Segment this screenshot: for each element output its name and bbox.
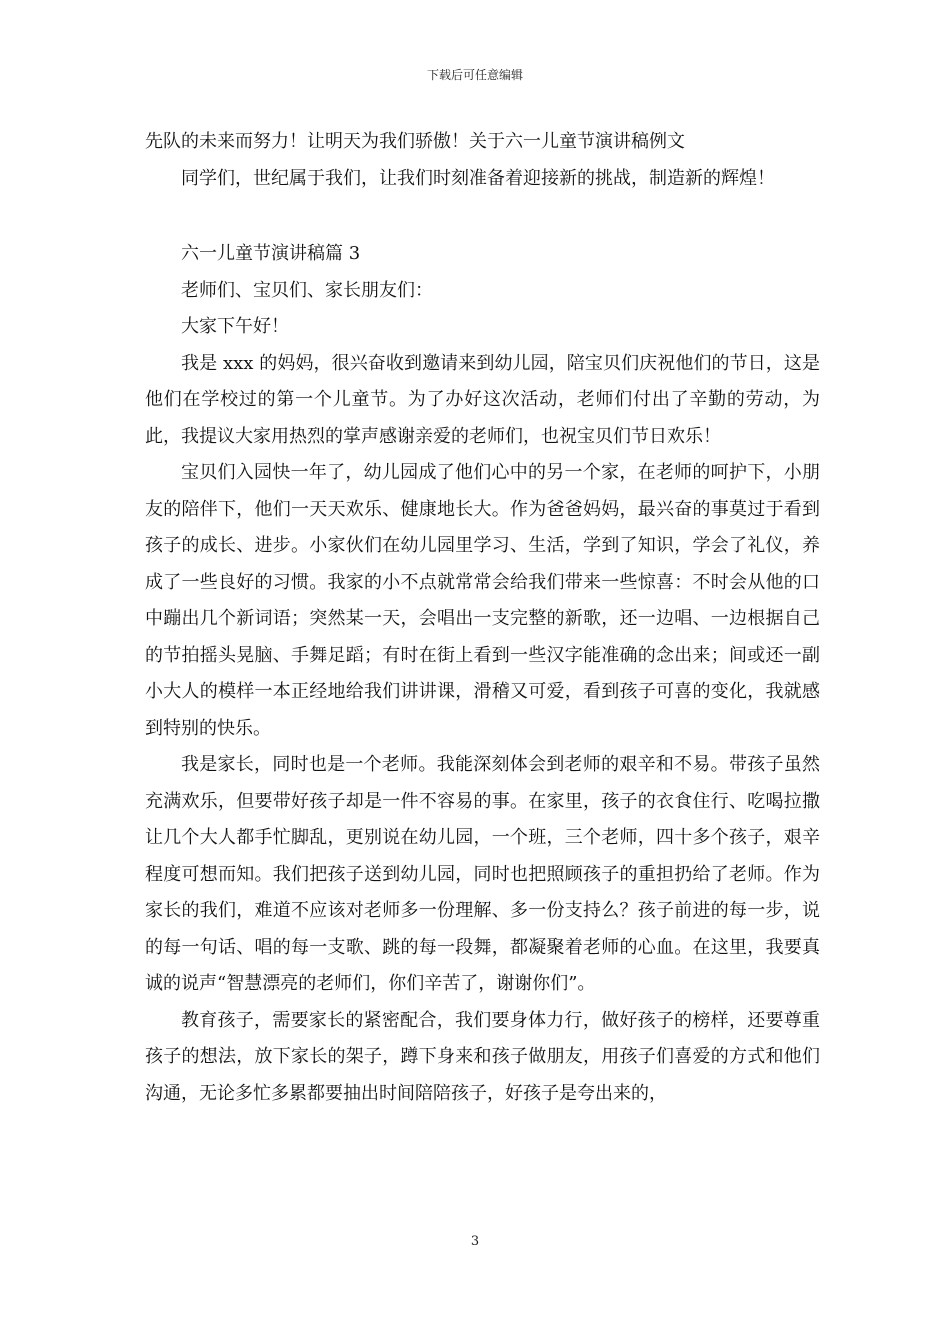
paragraph-teachers: 我是家长，同时也是一个老师。我能深刻体会到老师的艰辛和不易。带孩子虽然充满欢乐，但要带好孩子却是一件不容易的事。在家里，孩子的衣食住行、吃喝拉撒让几个大人都手忙脚乱，更别说在幼儿园，一个班，三个老师，四十多个孩子，艰辛程度可想而知。我们把孩子送到幼儿园，同时也把照顾孩子的重担扔给了老师。作为家长的我们，难道不应该对老师多一份理解、多一份支持么？孩子前进的每一步，说的每一句话、唱的每一支歌、跳的每一段舞，都凝聚着老师的心血。在这里，我要真诚的说声“智慧漂亮的老师们，你们辛苦了，谢谢你们”。 (145, 754, 820, 994)
greeting: 大家下午好！ (181, 316, 289, 337)
page-header-note: 下载后可任意编辑 (426, 68, 523, 82)
document-body (145, 124, 820, 1112)
paragraph-gap (145, 197, 820, 236)
page-number: 3 (470, 1234, 480, 1249)
paragraph-education: 教育孩子，需要家长的紧密配合，我们要身体力行，做好孩子的榜样，还要尊重孩子的想法，放下家长的架子，蹲下身来和孩子做朋友，用孩子们喜爱的方式和他们沟通，无论多忙多累都要抽出时间陪陪孩子，好孩子是夸出来的， (145, 1009, 820, 1104)
section-heading: 六一儿童节演讲稿篇 3 (181, 243, 361, 264)
paragraph-continuation: 先队的未来而努力！让明天为我们骄傲！关于六一儿童节演讲稿例文 (145, 131, 685, 152)
salutation: 老师们、宝贝们、家长朋友们： (181, 279, 433, 301)
paragraph-growth: 宝贝们入园快一年了，幼儿园成了他们心中的另一个家，在老师的呵护下，小朋友的陪伴下，他们一天天欢乐、健康地长大。作为爸爸妈妈，最兴奋的事莫过于看到孩子的成长、进步。小家伙们在幼儿园里学习、生活，学到了知识，学会了礼仪，养成了一些良好的习惯。我家的小不点就常常会给我们带来一些惊喜：不时会从他的口中蹦出几个新词语；突然某一天，会唱出一支完整的新歌，还一边唱、一边根据自己的节拍摇头晃脑、手舞足蹈；有时在街上看到一些汉字能准确的念出来；间或还一副小大人的模样一本正经地给我们讲讲课，滑稽又可爱，看到孩子可喜的变化，我就感到特别的快乐。 (145, 462, 820, 739)
paragraph-introduction: 我是 xxx 的妈妈，很兴奋收到邀请来到幼儿园，陪宝贝们庆祝他们的节日，这是他们在学校过的第一个儿童节。为了办好这次活动，老师们付出了辛勤的劳动，为此，我提议大家用热烈的掌声感谢亲爱的老师们，也祝宝贝们节日欢乐！ (145, 352, 820, 447)
paragraph-closing: 同学们，世纪属于我们，让我们时刻准备着迎接新的挑战，制造新的辉煌！ (181, 167, 775, 189)
